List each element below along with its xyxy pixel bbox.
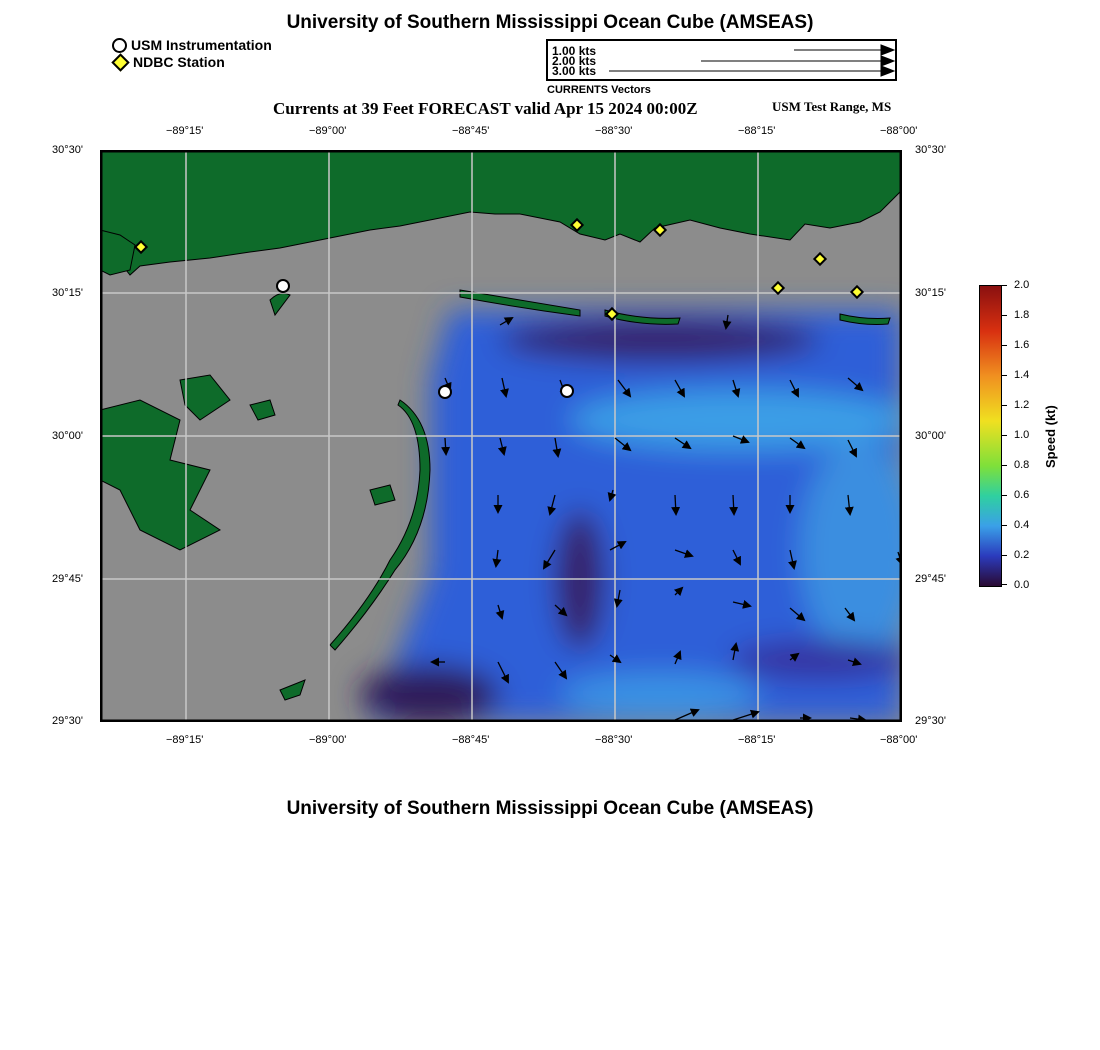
lat-tick-left: 30°15': [52, 287, 83, 299]
lon-tick-bottom: −89°00': [309, 734, 347, 746]
colorbar-tick-label: 1.2: [1014, 399, 1030, 411]
usm-circle-icon: [112, 38, 127, 53]
legend-usm-label: USM Instrumentation: [131, 37, 272, 53]
lon-tick-bottom: −88°15': [738, 734, 776, 746]
vector-key-3kt: 3.00 kts: [552, 64, 597, 78]
range-label: USM Test Range, MS: [772, 99, 892, 114]
speed-field: [360, 310, 902, 722]
colorbar-tick-label: 2.0: [1014, 279, 1030, 291]
vector-key-arrows: [548, 41, 895, 79]
lon-tick-bottom: −88°00': [880, 734, 918, 746]
lat-tick-right: 30°30': [915, 144, 946, 156]
lat-tick-right: 30°00': [915, 430, 946, 442]
legend-usm: [112, 37, 272, 53]
lon-tick-bottom: −88°45': [452, 734, 490, 746]
lat-tick-right: 29°45': [915, 573, 946, 585]
lon-tick-top: −88°00': [880, 125, 918, 137]
colorbar-tick-label: 1.8: [1014, 309, 1030, 321]
lat-tick-left: 29°45': [52, 573, 83, 585]
lat-tick-left: 30°00': [52, 430, 83, 442]
lon-tick-bottom: −88°30': [595, 734, 633, 746]
lon-tick-bottom: −89°15': [166, 734, 204, 746]
usm-station-marker[interactable]: [439, 386, 451, 398]
colorbar-tick-label: 1.4: [1014, 369, 1030, 381]
ndbc-diamond-icon: [111, 53, 129, 71]
usm-station-marker[interactable]: [277, 280, 289, 292]
map-subtitle: Currents at 39 Feet FORECAST valid Apr 15 2024 00:00Z: [273, 99, 698, 118]
usm-station-marker[interactable]: [561, 385, 573, 397]
lat-tick-left: 30°30': [52, 144, 83, 156]
colorbar-tick-label: 0.2: [1014, 549, 1030, 561]
lon-tick-top: −88°45': [452, 125, 490, 137]
legend-ndbc-label: NDBC Station: [133, 54, 225, 70]
lon-tick-top: −89°00': [309, 125, 347, 137]
map-legend: [112, 37, 272, 70]
speed-colorbar: [979, 285, 1002, 587]
colorbar-tick-label: 0.4: [1014, 519, 1030, 531]
colorbar-tick-label: 0.0: [1014, 579, 1030, 591]
vector-key-caption: CURRENTS Vectors: [547, 84, 651, 96]
vector-key-2kt: 2.00 kts: [552, 54, 597, 68]
colorbar-tick-label: 1.0: [1014, 429, 1030, 441]
colorbar-tick-label: 0.6: [1014, 489, 1030, 501]
vector-key-1kt: 1.00 kts: [552, 44, 597, 58]
lon-tick-top: −88°30': [595, 125, 633, 137]
footer-title: University of Southern Mississippi Ocean Cube (AMSEAS): [286, 798, 814, 819]
page-title: University of Southern Mississippi Ocean Cube (AMSEAS): [286, 12, 814, 33]
lon-tick-top: −88°15': [738, 125, 776, 137]
colorbar-tick-label: 1.6: [1014, 339, 1030, 351]
colorbar-ticks: [1001, 285, 1009, 585]
legend-ndbc: [112, 54, 272, 70]
lat-tick-right: 29°30': [915, 715, 946, 727]
lat-tick-left: 29°30': [52, 715, 83, 727]
colorbar-label-text: Speed (kt): [1043, 405, 1058, 468]
lat-tick-right: 30°15': [915, 287, 946, 299]
colorbar-tick-label: 0.8: [1014, 459, 1030, 471]
vector-key: [546, 39, 897, 81]
ocean-current-map: [100, 150, 902, 722]
lon-tick-top: −89°15': [166, 125, 204, 137]
